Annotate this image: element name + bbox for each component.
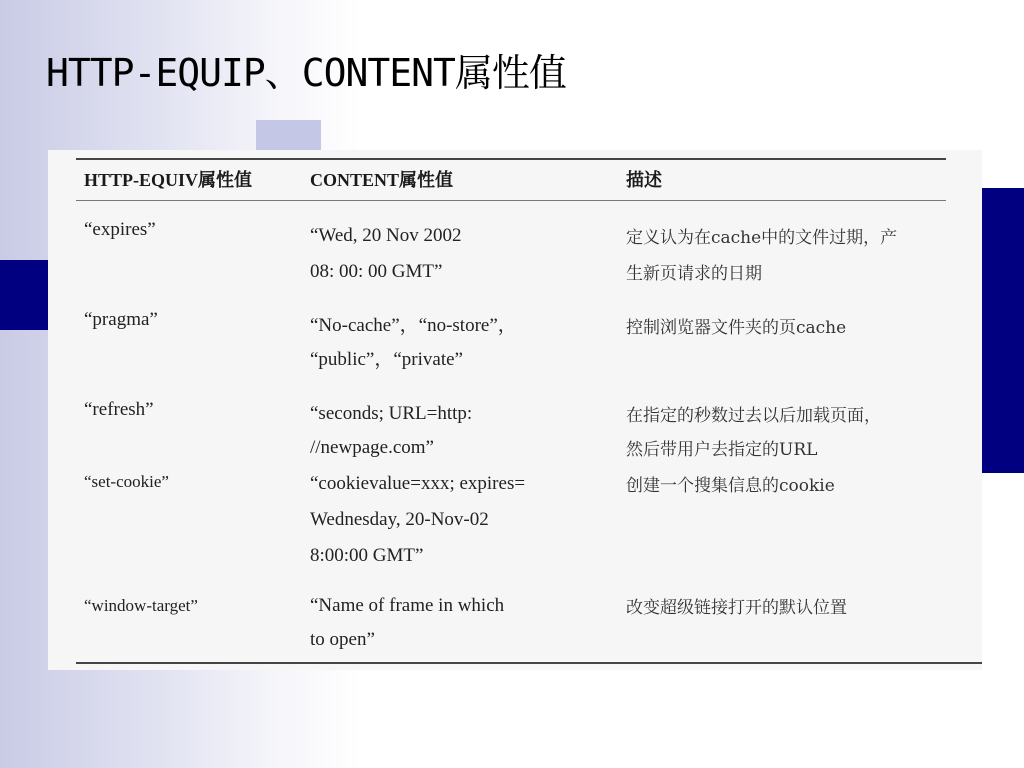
row-content-pragma-2: “public”，“private”: [310, 349, 463, 370]
row-equiv-pragma: “pragma”: [84, 309, 158, 330]
header-http-equiv: HTTP-EQUIV属性值: [84, 170, 253, 190]
row-desc-expires-2: 生新页请求的日期: [626, 264, 762, 284]
row-content-set-cookie-1: “cookievalue=xxx; expires=: [310, 473, 526, 494]
row-desc-expires-1: 定义认为在cache中的文件过期，产: [626, 228, 898, 248]
decorative-block-right: [982, 188, 1024, 473]
row-desc-refresh-1: 在指定的秒数过去以后加载页面，: [626, 406, 881, 426]
header-description: 描述: [626, 170, 662, 190]
slide-title: HTTP-EQUIP、CONTENT属性值: [46, 51, 566, 95]
row-equiv-refresh: “refresh”: [84, 399, 154, 420]
row-content-expires-1: “Wed, 20 Nov 2002: [310, 225, 462, 246]
row-content-refresh-2: //newpage.com”: [310, 437, 434, 458]
row-equiv-window-target: “window-target”: [84, 596, 198, 615]
row-content-window-target-1: “Name of frame in which: [310, 595, 505, 616]
attribute-table: [48, 150, 982, 670]
row-content-set-cookie-3: 8:00:00 GMT”: [310, 545, 424, 566]
row-content-expires-2: 08: 00: 00 GMT”: [310, 261, 443, 282]
row-equiv-set-cookie: “set-cookie”: [84, 472, 169, 491]
row-content-window-target-2: to open”: [310, 629, 375, 650]
row-content-pragma-1: “No-cache”，“no-store”，: [310, 315, 517, 336]
row-desc-window-target: 改变超级链接打开的默认位置: [626, 598, 847, 618]
table-header-rule: [76, 200, 946, 201]
table-top-rule: [76, 158, 946, 160]
header-content: CONTENT属性值: [310, 170, 454, 190]
row-equiv-expires: “expires”: [84, 219, 156, 240]
row-desc-pragma: 控制浏览器文件夹的页cache: [626, 318, 847, 338]
row-desc-set-cookie: 创建一个搜集信息的cookie: [626, 476, 835, 496]
row-desc-refresh-2: 然后带用户去指定的URL: [626, 440, 818, 460]
decorative-block-left: [0, 260, 48, 330]
decorative-block-light: [256, 120, 321, 150]
table-bottom-rule: [76, 662, 982, 664]
row-content-refresh-1: “seconds; URL=http:: [310, 403, 473, 424]
row-content-set-cookie-2: Wednesday, 20-Nov-02: [310, 509, 489, 530]
